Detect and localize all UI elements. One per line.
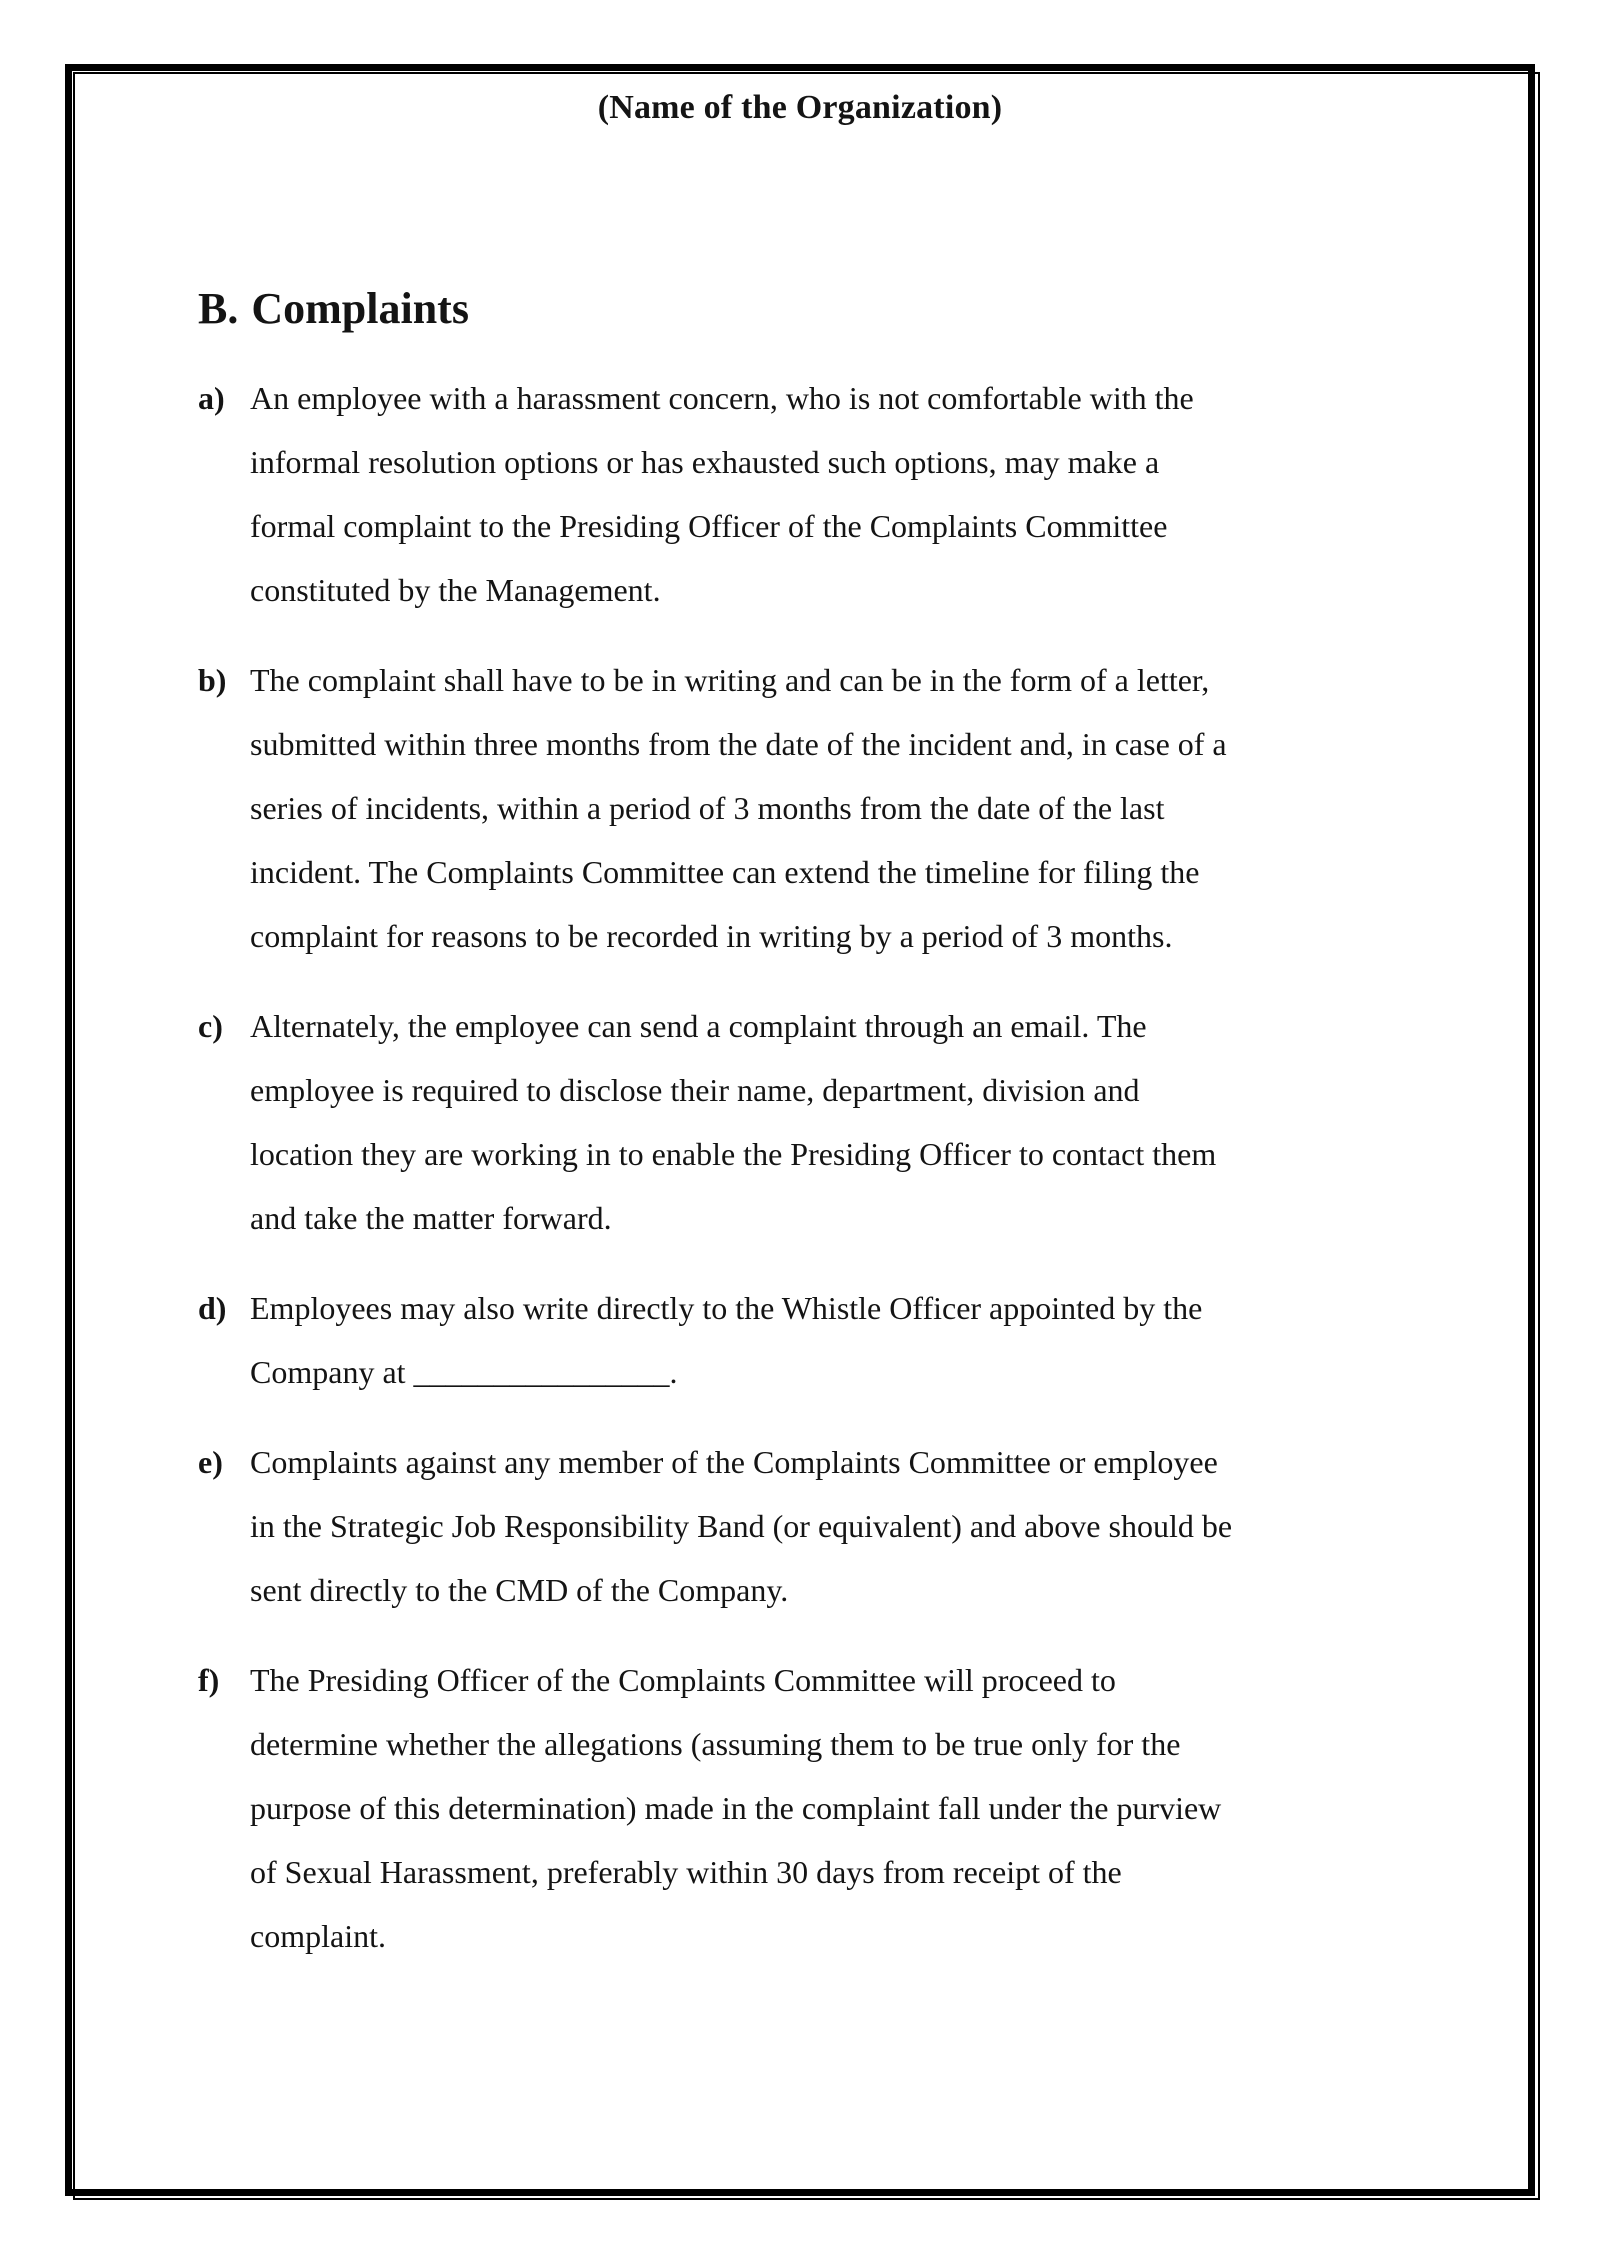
list-item-text: The Presiding Officer of the Complaints Committee will proceed to determine whether the allegations (assuming them to be true only for the purpose of this determination) made in the complaint fall under the purview of Sexual Harassment, preferably within 30 days from receipt of the complaint. (250, 1662, 1222, 1954)
list-item-d (198, 1276, 1600, 1404)
section-heading (198, 282, 1600, 336)
list-item-e (198, 1430, 1600, 1622)
list-item-marker: c) (198, 1008, 223, 1044)
list-item-text: Complaints against any member of the Complaints Committee or employee in the Strategic Job Responsibility Band (or equivalent) and above should be sent directly to the CMD of the Company. (250, 1444, 1233, 1608)
list-item-a (198, 366, 1600, 622)
list-item-marker: d) (198, 1290, 227, 1326)
list-item-text: Employees may also write directly to the Whistle Officer appointed by the Company at ________________. (250, 1290, 1203, 1390)
section-heading-label: Complaints (251, 284, 469, 333)
list-item-c (198, 994, 1600, 1250)
list-item-text: The complaint shall have to be in writing and can be in the form of a letter, submitted within three months from the date of the incident and, in case of a series of incidents, within a period of 3 months from the date of the last incident. The Complaints Committee can extend the timeline for filing the complaint for reasons to be recorded in writing by a period of 3 months. (250, 662, 1227, 954)
section-heading-marker: B. (198, 284, 239, 333)
list-item-marker: f) (198, 1662, 220, 1698)
list-item-marker: a) (198, 380, 225, 416)
list-item-marker: b) (198, 662, 227, 698)
list-item-text: Alternately, the employee can send a complaint through an email. The employee is required to disclose their name, department, division and location they are working in to enable the Presiding Officer to contact them and take the matter forward. (250, 1008, 1217, 1236)
list-item-text: An employee with a harassment concern, who is not comfortable with the informal resolution options or has exhausted such options, may make a formal complaint to the Presiding Officer of the Complaints Committee constituted by the Management. (250, 380, 1194, 608)
organization-name-title: (Name of the Organization) (597, 89, 1003, 126)
list-item-marker: e) (198, 1444, 223, 1480)
list-item-f (198, 1648, 1600, 1968)
list-item-b (198, 648, 1600, 968)
complaints-list (0, 366, 1600, 1968)
